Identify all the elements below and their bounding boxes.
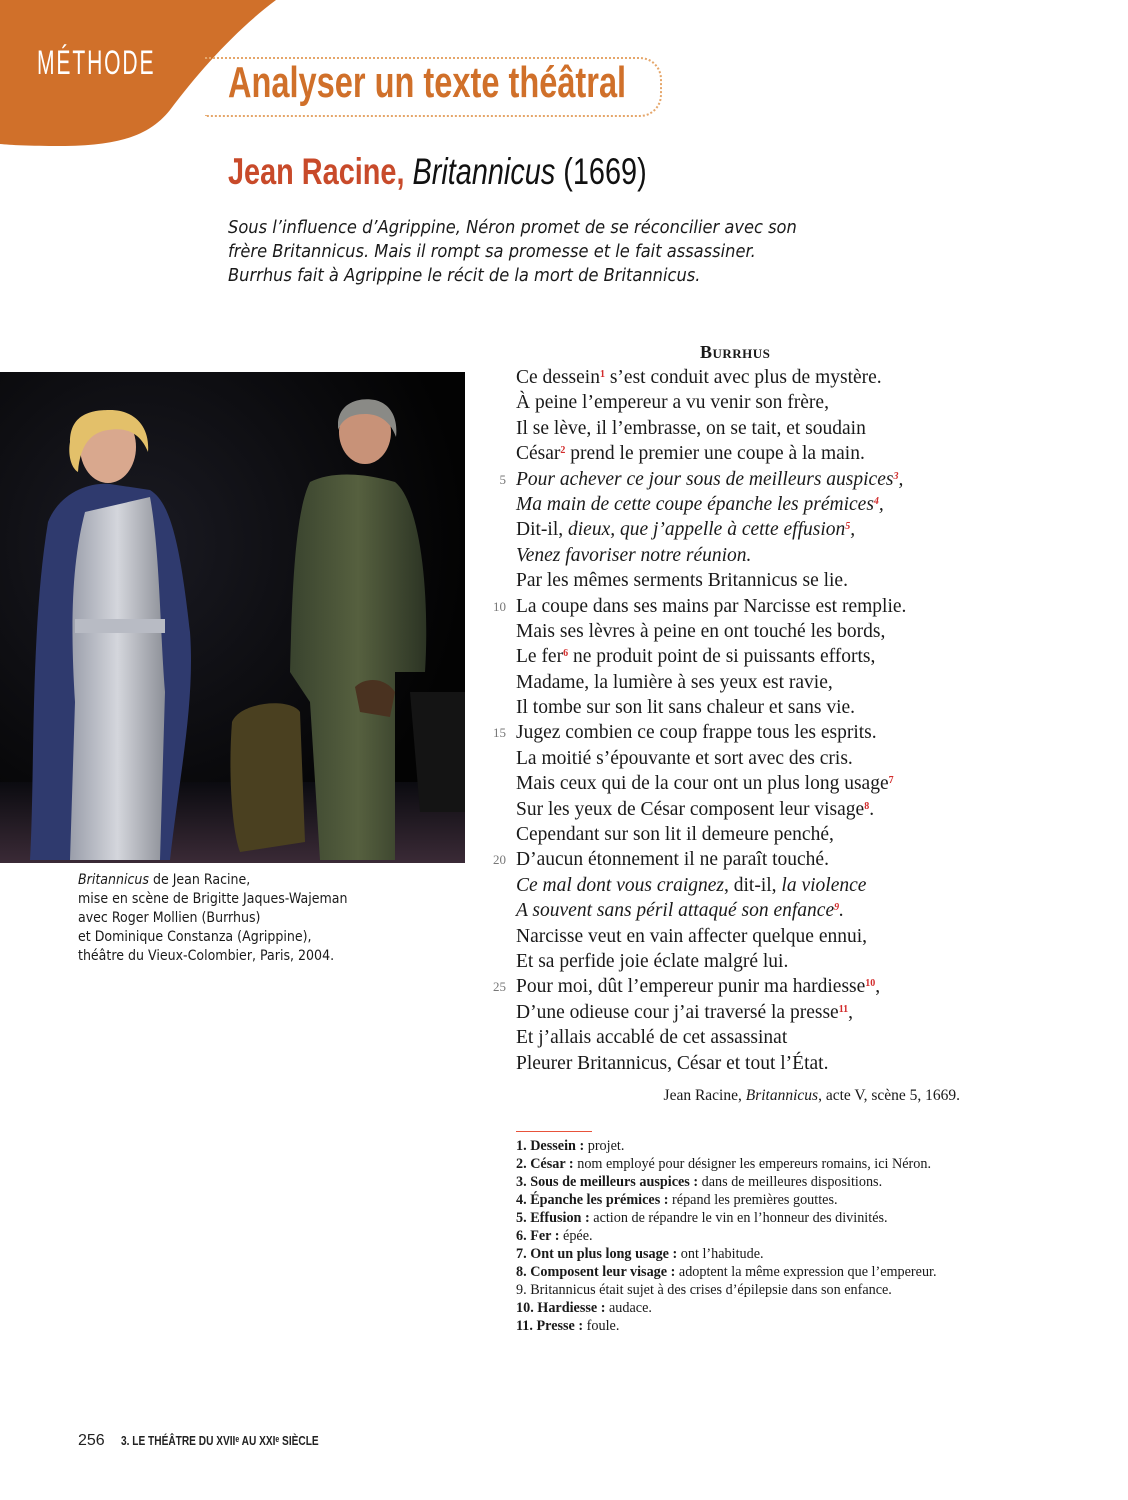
stage-photo-illustration: [0, 372, 465, 863]
intro-line: frère Britannicus. Mais il rompt sa promesse et le fait assassiner.: [228, 242, 756, 262]
verse-line-text: César$^2$ prend le premier une coupe à la main.: [516, 443, 865, 465]
author-name: Jean Racine,: [228, 151, 405, 192]
page-footer: [78, 1432, 375, 1450]
verse-line-text: Madame, la lumière à ses yeux est ravie,: [516, 671, 833, 693]
footnote-term: 1. Dessein :: [516, 1138, 585, 1154]
verse-line: [460, 797, 980, 822]
footnote-item: [516, 1137, 956, 1155]
verse-line: [460, 771, 980, 796]
caption-line: et Dominique Constanza (Agrippine),: [78, 929, 312, 945]
verse-line: [460, 594, 980, 619]
verse-line: [460, 390, 980, 415]
footnote-item: [516, 1299, 956, 1317]
verse-line: [460, 517, 980, 542]
verse-line-text: Il tombe sur son lit sans chaleur et sans vie.: [516, 697, 856, 719]
footnote-marker[interactable]: 2: [560, 445, 566, 457]
source-citation: Jean Racine, Britannicus, acte V, scène 5, 1669.: [663, 1087, 960, 1104]
footnote-marker[interactable]: 7: [888, 775, 894, 787]
footnote-marker[interactable]: 8: [864, 800, 870, 812]
footnote-definition: ont l’habitude.: [677, 1246, 764, 1262]
verse-line-text: Il se lève, il l’embrasse, on se tait, et soudain: [516, 417, 866, 439]
footnote-item: [516, 1227, 956, 1245]
work-name: Britannicus: [412, 151, 556, 192]
verse-line-text: Le fer$^6$ ne produit point de si puissants efforts,: [516, 646, 876, 668]
verse-line-text: Mais ceux qui de la cour ont un plus long usage$^7$: [516, 773, 894, 795]
verse-line: [460, 898, 980, 923]
page-number: 256: [78, 1432, 105, 1449]
verse-line: [460, 720, 980, 745]
verse-line: [460, 847, 980, 872]
footnote-marker[interactable]: 4: [873, 495, 879, 507]
footnote-term: 2. César :: [516, 1156, 574, 1172]
footnote-definition: épée.: [559, 1228, 593, 1244]
line-number: 5: [499, 471, 506, 487]
verse-line-text: Ce mal dont vous craignez, dit-il, la violence: [516, 874, 867, 896]
verse-line-text: Cependant sur son lit il demeure penché,: [516, 824, 834, 846]
speaker-name: Burrhus: [700, 342, 771, 362]
caption-line: mise en scène de Brigitte Jaques-Wajeman: [78, 891, 348, 907]
verse-line: [460, 695, 980, 720]
footnote-divider: [516, 1131, 592, 1132]
verse-line: [460, 924, 980, 949]
footnote-item: [516, 1155, 956, 1173]
footnotes: [516, 1137, 956, 1335]
footnote-term: 4. Épanche les prémices :: [516, 1192, 669, 1208]
caption-line: Britannicus de Jean Racine,: [78, 872, 251, 888]
footnote-definition: adoptent la même expression que l’empereur.: [675, 1264, 937, 1280]
verse-line-text: Pour achever ce jour sous de meilleurs auspices$^3$,: [516, 468, 904, 490]
verse-line-text: Jugez combien ce coup frappe tous les esprits.: [516, 722, 877, 744]
line-number: 10: [493, 598, 506, 614]
footnote-item: [516, 1317, 956, 1335]
footnote-definition: répand les premières gouttes.: [668, 1192, 838, 1208]
footnote-term: 6. Fer :: [516, 1228, 560, 1244]
footnote-marker[interactable]: 3: [893, 470, 899, 482]
verse-line-text: D’aucun étonnement il ne paraît touché.: [516, 849, 829, 871]
verse-line-text: Pour moi, dût l’empereur punir ma hardiesse$^{10}$,: [516, 976, 881, 998]
footnote-definition: audace.: [605, 1300, 652, 1316]
verse-line-text: A souvent sans péril attaqué son enfance$^9$.: [516, 900, 844, 922]
footnote-marker[interactable]: 5: [845, 521, 851, 533]
intro-line: Sous l’influence d’Agrippine, Néron promet de se réconcilier avec son: [228, 218, 797, 238]
footnote-item: [516, 1191, 956, 1209]
intro-line: Burrhus fait à Agrippine le récit de la mort de Britannicus.: [228, 266, 701, 286]
verse-line: [460, 467, 980, 492]
footnote-item: [516, 1245, 956, 1263]
verse-line-text: Dit-il, dieux, que j’appelle à cette effusion$^5$,: [516, 519, 856, 541]
footnote-definition: action de répandre le vin en l’honneur des divinités.: [589, 1210, 888, 1226]
verse-line: [460, 974, 980, 999]
footnote-marker[interactable]: 11: [838, 1003, 849, 1015]
verse-line-text: Et sa perfide joie éclate malgré lui.: [516, 950, 789, 972]
caption-line: avec Roger Mollien (Burrhus): [78, 910, 261, 926]
footnote-term: 5. Effusion :: [516, 1210, 590, 1226]
verse-line-text: Ma main de cette coupe épanche les prémices$^4$,: [516, 493, 884, 515]
stage-photo: [0, 372, 465, 863]
photo-caption: [78, 871, 347, 966]
footnote-definition: 9. Britannicus était sujet à des crises d’épilepsie dans son enfance.: [516, 1282, 892, 1298]
page-title: Analyser un texte théâtral: [228, 58, 627, 107]
footnote-marker[interactable]: 6: [563, 648, 569, 660]
verse-text: [460, 365, 980, 1076]
footnote-marker[interactable]: 9: [834, 902, 840, 914]
footnote-definition: projet.: [584, 1138, 625, 1154]
footnote-marker[interactable]: 10: [865, 978, 876, 990]
verse-line-text: Mais ses lèvres à peine en ont touché les bords,: [516, 620, 886, 642]
section-label: MÉTHODE: [37, 44, 156, 82]
footnote-definition: nom employé pour désigner les empereurs romains, ici Néron.: [573, 1156, 932, 1172]
chapter-title: 3. LE THÉÂTRE DU XVIIᵉ AU XXIᵉ SIÈCLE: [121, 1433, 319, 1448]
verse-line: [460, 1000, 980, 1025]
verse-line: [460, 670, 980, 695]
verse-line: [460, 644, 980, 669]
verse-line: [460, 492, 980, 517]
line-number: 15: [493, 725, 506, 741]
verse-line: [460, 441, 980, 466]
verse-line-text: Et j’allais accablé de cet assassinat: [516, 1027, 788, 1049]
line-number: 25: [493, 979, 506, 995]
verse-line-text: Par les mêmes serments Britannicus se lie.: [516, 570, 848, 592]
verse-line: [460, 1025, 980, 1050]
verse-line-text: D’une odieuse cour j’ai traversé la presse$^{11}$,: [516, 1001, 854, 1023]
verse-line: [460, 543, 980, 568]
verse-line: [460, 619, 980, 644]
footnote-marker[interactable]: 1: [599, 369, 605, 380]
footnote-term: 10. Hardiesse :: [516, 1300, 606, 1316]
verse-line: [460, 568, 980, 593]
line-number: 20: [493, 852, 506, 868]
work-heading: [228, 151, 647, 193]
verse-line: [460, 1051, 980, 1076]
footnote-definition: foule.: [583, 1318, 620, 1334]
footnote-item: [516, 1209, 956, 1227]
verse-line-text: À peine l’empereur a vu venir son frère,: [516, 392, 829, 414]
verse-line-text: Narcisse veut en vain affecter quelque ennui,: [516, 925, 868, 947]
verse-line-text: La coupe dans ses mains par Narcisse est remplie.: [516, 595, 907, 617]
verse-line: [460, 746, 980, 771]
footnote-item: [516, 1263, 956, 1281]
verse-line: [460, 416, 980, 441]
introduction: [228, 216, 797, 288]
verse-line-text: Ce dessein$^1$ s’est conduit avec plus de mystère.: [516, 367, 882, 388]
footnote-item: [516, 1173, 956, 1191]
verse-line-text: La moitié s’épouvante et sort avec des cris.: [516, 747, 853, 769]
footnote-definition: dans de meilleures dispositions.: [698, 1174, 883, 1190]
caption-line: théâtre du Vieux-Colombier, Paris, 2004.: [78, 948, 335, 964]
footnote-term: 7. Ont un plus long usage :: [516, 1246, 678, 1262]
verse-line: [460, 873, 980, 898]
verse-line: [460, 822, 980, 847]
verse-line: [460, 365, 980, 390]
verse-line-text: Pleurer Britannicus, César et tout l’État.: [516, 1052, 829, 1074]
verse-line-text: Venez favoriser notre réunion.: [516, 544, 752, 566]
work-year: (1669): [563, 151, 647, 192]
footnote-term: 8. Composent leur visage :: [516, 1264, 676, 1280]
footnote-term: 11. Presse :: [516, 1318, 584, 1334]
footnote-term: 3. Sous de meilleurs auspices :: [516, 1174, 699, 1190]
verse-line: [460, 949, 980, 974]
verse-line-text: Sur les yeux de César composent leur visage$^8$.: [516, 798, 875, 820]
footnote-item: [516, 1281, 956, 1299]
